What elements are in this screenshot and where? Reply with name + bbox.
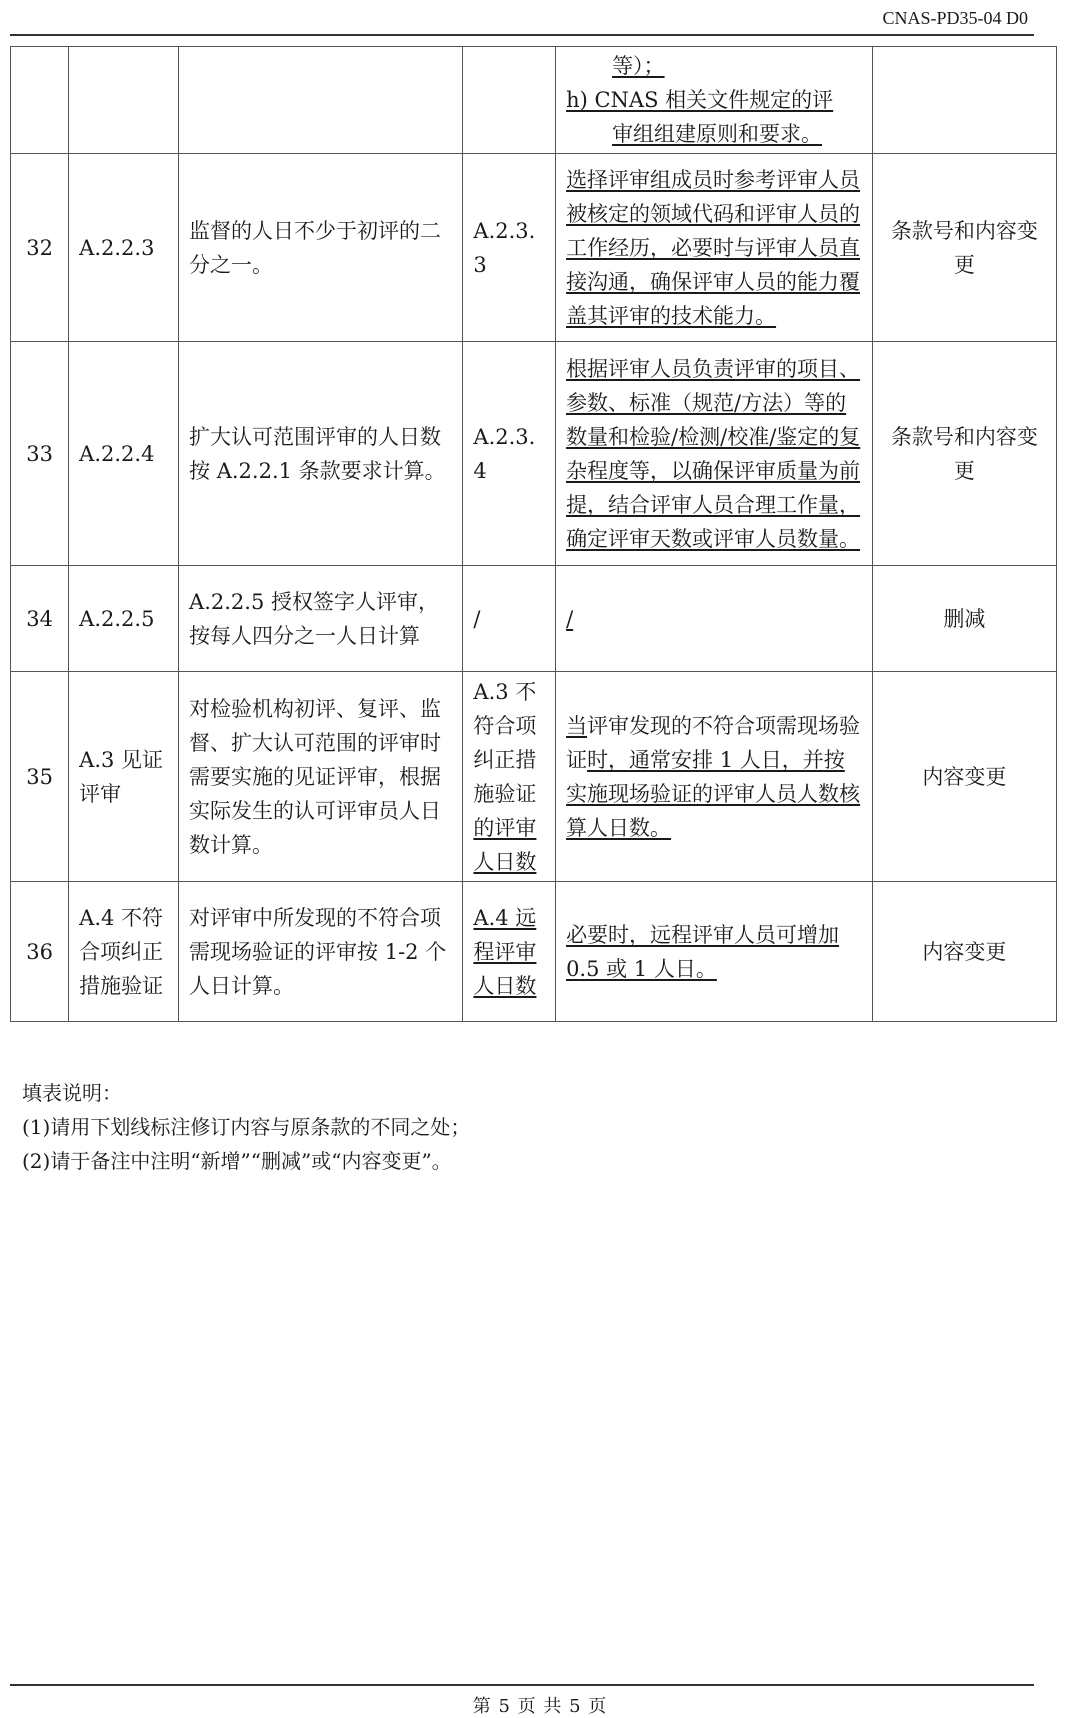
table-row [11, 566, 1057, 672]
cell-no: 36 [11, 882, 69, 1022]
cell-no: 32 [11, 154, 69, 342]
table-row [11, 882, 1057, 1022]
cell-new-content [556, 342, 873, 566]
cell-orig-clause: A.2.2.3 [69, 154, 179, 342]
cell-new-content [556, 154, 873, 342]
table-row-continuation [11, 47, 1057, 154]
new-clause-underlined: 的评审人日数 [473, 815, 537, 874]
cell-new-clause: A.2.3.4 [463, 342, 556, 566]
new-content-underlined-start: 当 [566, 713, 588, 738]
cell-no [11, 47, 69, 154]
cell-new-content [556, 47, 873, 154]
new-content-text: 评审发现的不符合项需现场验证 [566, 713, 861, 772]
cell-orig-content: 对检验机构初评、复评、监督、扩大认可范围的评审时需要实施的见证评审，根据实际发生的认可评审员人日数计算。 [179, 672, 463, 882]
document-code: CNAS-PD35-04 D0 [882, 8, 1028, 28]
cell-remark [872, 47, 1056, 154]
new-content-underlined-end: 时，通常安排 1 人日，并按实施现场验证的评审人员人数核算人日数。 [566, 747, 861, 840]
continuation-line-3: 审组组建原则和要求。 [612, 122, 823, 146]
revision-table [10, 46, 1057, 1022]
cell-orig-clause: A.2.2.4 [69, 342, 179, 566]
cell-new-clause [463, 672, 556, 882]
cell-remark: 内容变更 [872, 672, 1056, 882]
new-content-text: 选择评审组成员时参考评审人员被核定的领域代码和评审人员的工作经历，必要时与评审人员直接沟通，确保评审人员的能力覆盖其评审的技术能力。 [566, 167, 861, 328]
cell-orig-content: A.2.2.5 授权签字人评审，按每人四分之一人日计算 [179, 566, 463, 672]
fill-instructions [22, 1076, 470, 1178]
new-content-text: 根据评审人员负责评审的项目、参数、标准（规范/方法）等的数量和检验/检测/校准/鉴定的复杂程度等，以确保评审质量为前提，结合评审人员合理工作量，确定评审天数或评审人员数量。 [566, 356, 861, 551]
continuation-line-2: h) CNAS 相关文件规定的评 [566, 88, 834, 112]
new-clause-text: A.3 不符合项纠正措施验证 [473, 679, 537, 806]
new-clause-underlined: A.4 远程评审人日数 [473, 905, 537, 998]
cell-no: 34 [11, 566, 69, 672]
cell-new-clause: A.2.3.3 [463, 154, 556, 342]
header-rule [10, 34, 1034, 36]
cell-orig-clause [69, 47, 179, 154]
cell-no: 35 [11, 672, 69, 882]
cell-orig-content [179, 47, 463, 154]
table-row [11, 672, 1057, 882]
cell-new-content [556, 672, 873, 882]
cell-remark: 删减 [872, 566, 1056, 672]
cell-remark: 条款号和内容变更 [872, 342, 1056, 566]
notes-item: (1)请用下划线标注修订内容与原条款的不同之处； [22, 1115, 471, 1139]
cell-new-content [556, 566, 873, 672]
cell-orig-content: 对评审中所发现的不符合项需现场验证的评审按 1-2 个人日计算。 [179, 882, 463, 1022]
notes-item: (2)请于备注中注明“新增”“删减”或“内容变更”。 [22, 1149, 452, 1173]
cell-new-content [556, 882, 873, 1022]
cell-orig-content: 监督的人日不少于初评的二分之一。 [179, 154, 463, 342]
table-row [11, 342, 1057, 566]
cell-no: 33 [11, 342, 69, 566]
footer-rule [10, 1684, 1034, 1686]
notes-title: 填表说明： [22, 1081, 122, 1105]
new-content-text: / [566, 606, 574, 631]
cell-orig-clause: A.4 不符合项纠正措施验证 [69, 882, 179, 1022]
cell-remark: 条款号和内容变更 [872, 154, 1056, 342]
cell-new-clause [463, 47, 556, 154]
continuation-line-1: 等）； [612, 54, 665, 78]
cell-new-clause [463, 882, 556, 1022]
cell-orig-content: 扩大认可范围评审的人日数按 A.2.2.1 条款要求计算。 [179, 342, 463, 566]
table-row [11, 154, 1057, 342]
cell-orig-clause: A.3 见证评审 [69, 672, 179, 882]
cell-new-clause: / [463, 566, 556, 672]
cell-remark: 内容变更 [872, 882, 1056, 1022]
page-number: 第 5 页 共 5 页 [472, 1696, 608, 1717]
cell-orig-clause: A.2.2.5 [69, 566, 179, 672]
new-content-text: 必要时，远程评审人员可增加 0.5 或 1 人日。 [566, 922, 840, 981]
